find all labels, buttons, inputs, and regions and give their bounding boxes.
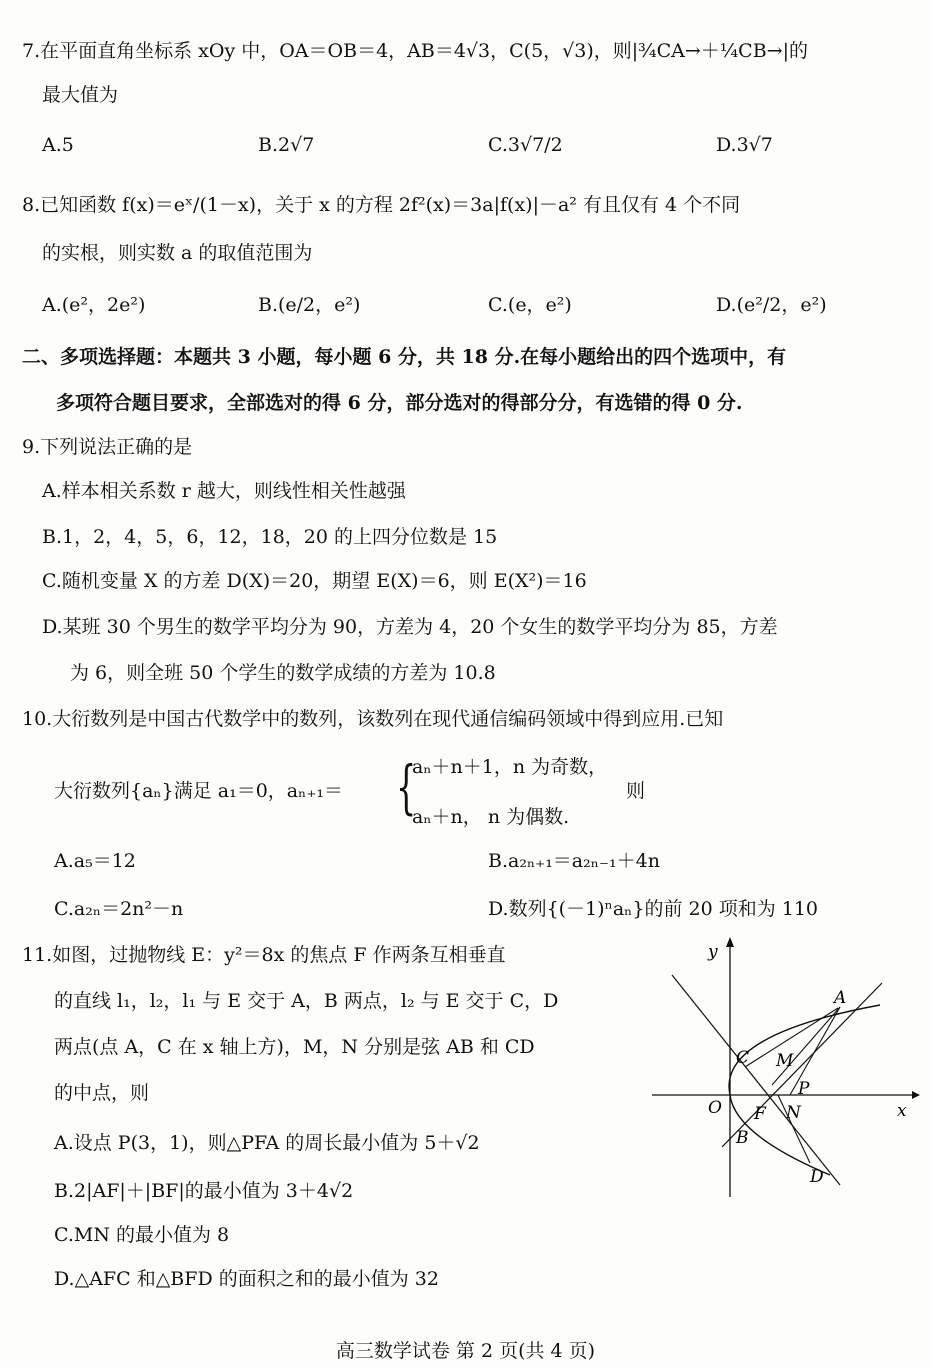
q9-option-d-line2: 为 6，则全班 50 个学生的数学成绩的方差为 10.8 (70, 662, 496, 684)
q11-stem-line4: 的中点，则 (54, 1082, 150, 1104)
label-c: C (736, 1048, 750, 1068)
q8-stem-line1: 8.已知函数 f(x)＝eˣ/(1－x)，关于 x 的方程 2f²(x)＝3a|f(x)|－a² 有且仅有 4 个不同 (22, 194, 741, 216)
section2-line1: 二、多项选择题：本题共 3 小题，每小题 6 分，共 18 分.在每小题给出的四个选项中，有 (22, 346, 787, 368)
label-a: A (834, 988, 847, 1008)
label-f: F (754, 1104, 766, 1124)
q9-option-a: A.样本相关系数 r 越大，则线性相关性越强 (42, 480, 406, 502)
label-n: N (786, 1103, 801, 1123)
q10-option-c: C.a₂ₙ＝2n²－n (54, 898, 184, 920)
q8-option-b: B.(e/2，e²) (258, 294, 361, 316)
q8-option-c: C.(e，e²) (488, 294, 572, 316)
q11-option-b: B.2|AF|＋|BF|的最小值为 3＋4√2 (54, 1180, 354, 1202)
label-m: M (776, 1051, 794, 1071)
q7-option-c: C.3√7/2 (488, 134, 563, 156)
label-p: P (798, 1079, 810, 1099)
q10-case-brace: { (396, 753, 417, 821)
parabola-figure (650, 935, 920, 1200)
q10-stem-prefix: 大衍数列{aₙ}满足 a₁＝0，aₙ₊₁＝ (54, 780, 343, 802)
q7-option-a: A.5 (42, 134, 74, 156)
label-o: O (708, 1098, 722, 1118)
q11-stem-line3: 两点(点 A，C 在 x 轴上方)，M，N 分别是弦 AB 和 CD (54, 1036, 535, 1058)
q10-case2: aₙ＋n， n 为偶数. (412, 806, 570, 828)
q11-option-a: A.设点 P(3，1)，则△PFA 的周长最小值为 5＋√2 (54, 1132, 480, 1154)
q8-option-d: D.(e²/2，e²) (716, 294, 827, 316)
q10-stem-suffix: 则 (626, 780, 646, 802)
q8-stem-line2: 的实根，则实数 a 的取值范围为 (42, 242, 313, 264)
label-x: x (897, 1101, 907, 1121)
section2-line2: 多项符合题目要求，全部选对的得 6 分，部分选对的得部分分，有选错的得 0 分. (56, 392, 743, 414)
y-axis-arrow (726, 937, 734, 947)
q11-option-d: D.△AFC 和△BFD 的面积之和的最小值为 32 (54, 1268, 439, 1290)
q10-case1: aₙ＋n＋1，n 为奇数， (412, 756, 608, 778)
q11-option-c: C.MN 的最小值为 8 (54, 1224, 230, 1246)
q10-option-d: D.数列{(－1)ⁿaₙ}的前 20 项和为 110 (488, 898, 819, 920)
q8-option-a: A.(e²，2e²) (42, 294, 146, 316)
q10-option-b: B.a₂ₙ₊₁＝a₂ₙ₋₁＋4n (488, 850, 660, 872)
q9-option-d-line1: D.某班 30 个男生的数学平均分为 90，方差为 4，20 个女生的数学平均分为 85，方差 (42, 616, 778, 638)
label-y: y (708, 942, 718, 962)
q10-stem-line1: 10.大衍数列是中国古代数学中的数列，该数列在现代通信编码领域中得到应用.已知 (22, 708, 724, 730)
q7-option-d: D.3√7 (716, 134, 773, 156)
segment-mn (772, 1007, 840, 1085)
q10-option-a: A.a₅＝12 (54, 850, 136, 872)
page-footer: 高三数学试卷 第 2 页(共 4 页) (335, 1340, 596, 1362)
q11-stem-line2: 的直线 l₁，l₂，l₁ 与 E 交于 A，B 两点，l₂ 与 E 交于 C，D (54, 990, 559, 1012)
label-d: D (810, 1167, 824, 1187)
q11-stem-line1: 11.如图，过抛物线 E：y²＝8x 的焦点 F 作两条互相垂直 (22, 944, 506, 966)
q7-option-b: B.2√7 (258, 134, 315, 156)
q7-stem-line2: 最大值为 (42, 84, 119, 106)
q7-stem-line1: 7.在平面直角坐标系 xOy 中，OA＝OB＝4，AB＝4√3，C(5，√3)，则|¾CA→＋¼CB→|的 (22, 40, 809, 62)
q9-option-b: B.1，2，4，5，6，12，18，20 的上四分位数是 15 (42, 526, 498, 548)
label-b: B (736, 1128, 749, 1148)
x-axis-arrow (912, 1091, 920, 1099)
line-l2 (672, 975, 840, 1185)
q9-option-c: C.随机变量 X 的方差 D(X)＝20，期望 E(X)＝6，则 E(X²)＝16 (42, 570, 587, 592)
q9-stem: 9.下列说法正确的是 (22, 436, 193, 458)
